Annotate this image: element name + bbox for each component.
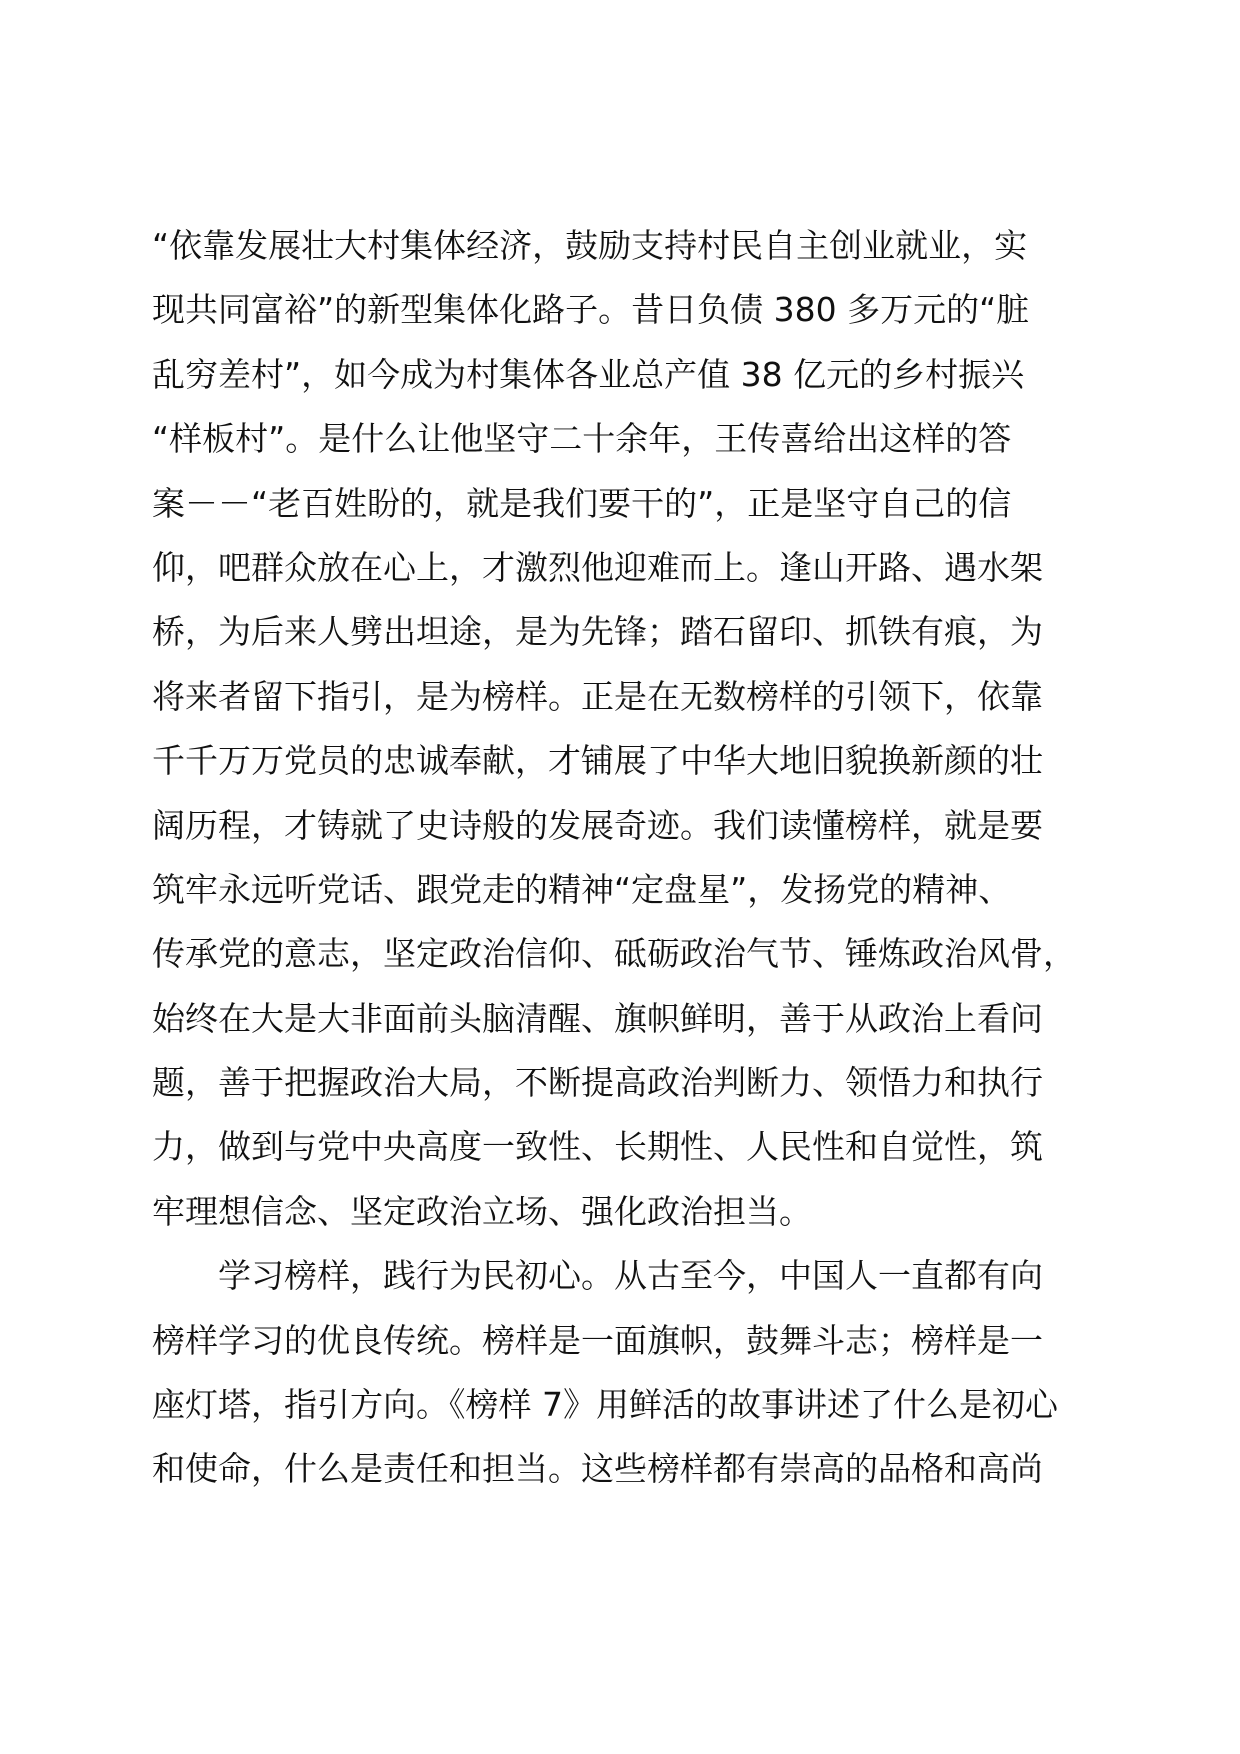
- text-line: 和使命，什么是责任和担当。这些榜样都有崇高的品格和高尚: [152, 1449, 1043, 1489]
- text-line: 现共同富裕”的新型集体化路子。昔日负债 380 多万元的“脏: [152, 290, 1030, 330]
- text-line: 榜样学习的优良传统。榜样是一面旗帜，鼓舞斗志；榜样是一: [152, 1320, 1043, 1360]
- text-line: 座灯塔，指引方向。《榜样 7》用鲜活的故事讲述了什么是初心: [152, 1385, 1058, 1425]
- text-line: 千千万万党员的忠诚奉献，才铺展了中华大地旧貌换新颜的壮: [152, 741, 1043, 781]
- text-line: 传承党的意志，坚定政治信仰、砥砺政治气节、锤炼政治风骨，: [152, 934, 1076, 974]
- text-line: 力，做到与党中央高度一致性、长期性、人民性和自觉性，筑: [152, 1127, 1043, 1167]
- document-body: [152, 214, 1112, 1502]
- text-line: 题，善于把握政治大局，不断提高政治判断力、领悟力和执行: [152, 1063, 1043, 1103]
- text-line: 乱穷差村”，如今成为村集体各业总产值 38 亿元的乡村振兴: [152, 354, 1025, 394]
- text-line: 牢理想信念、坚定政治立场、强化政治担当。: [152, 1191, 812, 1231]
- text-line: “样板村”。是什么让他坚守二十余年，王传喜给出这样的答: [152, 419, 1012, 459]
- paragraph-first-line: 学习榜样，践行为民初心。从古至今，中国人一直都有向: [218, 1256, 1043, 1296]
- text-line: 将来者留下指引，是为榜样。正是在无数榜样的引领下，依靠: [152, 676, 1043, 716]
- text-line: 筑牢永远听党话、跟党走的精神“定盘星”，发扬党的精神、: [152, 869, 1012, 909]
- text-line: 始终在大是大非面前头脑清醒、旗帜鲜明，善于从政治上看问: [152, 998, 1043, 1038]
- text-line: 桥，为后来人劈出坦途，是为先锋；踏石留印、抓铁有痕，为: [152, 612, 1043, 652]
- text-line: “依靠发展壮大村集体经济，鼓励支持村民自主创业就业，实: [152, 226, 1028, 265]
- text-line: 仰，吧群众放在心上，才激烈他迎难而上。逢山开路、遇水架: [152, 547, 1043, 587]
- text-line: 案－－“老百姓盼的，就是我们要干的”，正是坚守自己的信: [152, 483, 1012, 523]
- text-line: 阔历程，才铸就了史诗般的发展奇迹。我们读懂榜样，就是要: [152, 805, 1043, 845]
